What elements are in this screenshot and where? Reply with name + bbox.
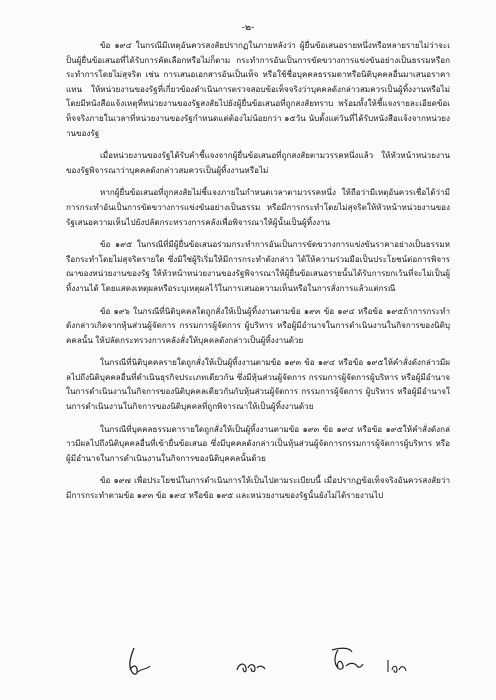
paragraph-article-194-3: หากผู้ยื่นข้อเสนอที่ถูกสงสัยไม่ชี้แจงภายในกำหนดเวลาตามวรรคหนึ่ง ให้ถือว่ามีเหตุอันควรเชื่อได้ว่ามีการกระทำอันเป็นการขัดขวางการแข่งขันอย่างเป็นธรรม หรือมีการกระทำโดยไม่สุจริตให้หัวหน้าหน่วยงานของรัฐเสนอความเห็นไปยังปลัดกระทรวงการคลังเพื่อพิจารณาให้ผู้นั้นเป็นผู้ทิ้งงาน [66,187,450,227]
document-body [66,38,450,503]
signature-row [0,642,496,688]
signature-3 [322,644,366,678]
page-number: -๒- [241,22,255,33]
signature-1 [120,644,160,684]
signature-4 [384,654,410,678]
paragraph-article-194-2: เมื่อหน่วยงานของรัฐได้รับคำชี้แจงจากผู้ยื่นข้อเสนอที่ถูกสงสัยตามวรรคหนึ่งแล้ว ให้หัวหน้าหน่วยงานของรัฐพิจารณาว่าบุคคลดังกล่าวสมควรเป็นผู้ทิ้งงานหรือไม่ [66,150,450,175]
signature-2 [234,654,268,678]
paragraph-article-196-3: ในกรณีที่บุคคลธรรมดารายใดถูกสั่งให้เป็นผู้ทิ้งงานตามข้อ ๑๙๓ ข้อ ๑๙๔ หรือข้อ ๑๙๕ให้คำสั่งดังกล่าวมีผลไปถึงนิติบุคคลอื่นที่เข้ายื่นข้อเสนอ ซึ่งมีบุคคลดังกล่าวเป็นหุ้นส่วนผู้จัดการกรรมการผู้จัดการผู้บริหาร หรือผู้มีอำนาจในการดำเนินงานในกิจการของนิติบุคคลนั้นด้วย [66,423,450,463]
paragraph-article-194: ข้อ ๑๙๔ ในกรณีมีเหตุอันควรสงสัยปรากฏในภายหลังว่า ผู้ยื่นข้อเสนอรายหนึ่งหรือหลายรายไม่ว่าจะเป็นผู้ยื่นข้อเสนอที่ได้รับการคัดเลือกหรือไม่ก็ตาม กระทำการอันเป็นการขัดขวางการแข่งขันอย่างเป็นธรรมหรือกระทำการโดยไม่สุจริต เช่น การเสนอเอกสารอันเป็นเท็จ หรือใช้ชื่อบุคคลธรรมดาหรือนิติบุคคลอื่นมาเสนอราคาแทน ให้หน่วยงานของรัฐที่เกี่ยวข้องดำเนินการตรวจสอบข้อเท็จจริงว่าบุคคลดังกล่าวสมควรเป็นผู้ทิ้งงานหรือไม่ โดยมีหนังสือแจ้งเหตุที่หน่วยงานของรัฐสงสัยไปยังผู้ยื่นข้อเสนอที่ถูกสงสัยทราบ พร้อมทั้งให้ชี้แจงรายละเอียดข้อเท็จจริงภายในเวลาที่หน่วยงานของรัฐกำหนดแต่ต้องไม่น้อยกว่า ๑๕วัน นับตั้งแต่วันที่ได้รับหนังสือแจ้งจากหน่วยงานของรัฐ [66,40,450,138]
paragraph-article-196: ข้อ ๑๙๖ ในกรณีที่นิติบุคคลใดถูกสั่งให้เป็นผู้ทิ้งงานตามข้อ ๑๙๓ ข้อ ๑๙๔ หรือข้อ ๑๙๕ถ้าการกระทำดังกล่าวเกิดจากหุ้นส่วนผู้จัดการ กรรมการผู้จัดการ ผู้บริหาร หรือผู้มีอำนาจในการดำเนินงานในกิจการของนิติบุคคลนั้น ให้ปลัดกระทรวงการคลังสั่งให้บุคคลดังกล่าวเป็นผู้ทิ้งงานด้วย [66,305,450,345]
paragraph-article-196-2: ในกรณีที่นิติบุคคลรายใดถูกสั่งให้เป็นผู้ทิ้งงานตามข้อ ๑๙๓ ข้อ ๑๙๔ หรือข้อ ๑๙๕ให้คำสั่งดังกล่าวมีผลไปถึงนิติบุคคลอื่นที่ดำเนินธุรกิจประเภทเดียวกัน ซึ่งมีหุ้นส่วนผู้จัดการ กรรมการผู้จัดการผู้บริหาร หรือผู้มีอำนาจในการดำเนินงานในกิจการของนิติบุคคลเดียวกันกับหุ้นส่วนผู้จัดการ กรรมการผู้จัดการ ผู้บริหาร หรือผู้มีอำนาจในการดำเนินงานในกิจการของนิติบุคคลที่ถูกพิจารณาให้เป็นผู้ทิ้งงานด้วย [66,357,450,412]
paragraph-article-197: ข้อ ๑๙๗ เพื่อประโยชน์ในการดำเนินการให้เป็นไปตามระเบียบนี้ เมื่อปรากฏข้อเท็จจริงอันควรสงสัยว่ามีการกระทำตามข้อ ๑๙๓ ข้อ ๑๙๔ หรือข้อ ๑๙๕ และหน่วยงานของรัฐนั้นยังไม่ได้รายงานไป [66,475,450,501]
paragraph-article-195: ข้อ ๑๙๕ ในกรณีที่มีผู้ยื่นข้อเสนอร่วมกระทำการอันเป็นการขัดขวางการแข่งขันราคาอย่างเป็นธรรมหรือกระทำโดยไม่สุจริตรายใด ซึ่งมิใช่ผู้ริเริ่มให้มีการกระทำดังกล่าว ได้ให้ความร่วมมือเป็นประโยชน์ต่อการพิจารณาของหน่วยงานของรัฐ ให้หัวหน้าหน่วยงานของรัฐพิจารณาให้ผู้ยื่นข้อเสนอรายนั้นได้รับการยกเว้นที่จะไม่เป็นผู้ทิ้งงานได้ โดยแสดงเหตุผลหรือระบุเหตุผลไว้ในการเสนอความเห็นหรือในการสั่งการแล้วแต่กรณี [66,239,450,293]
